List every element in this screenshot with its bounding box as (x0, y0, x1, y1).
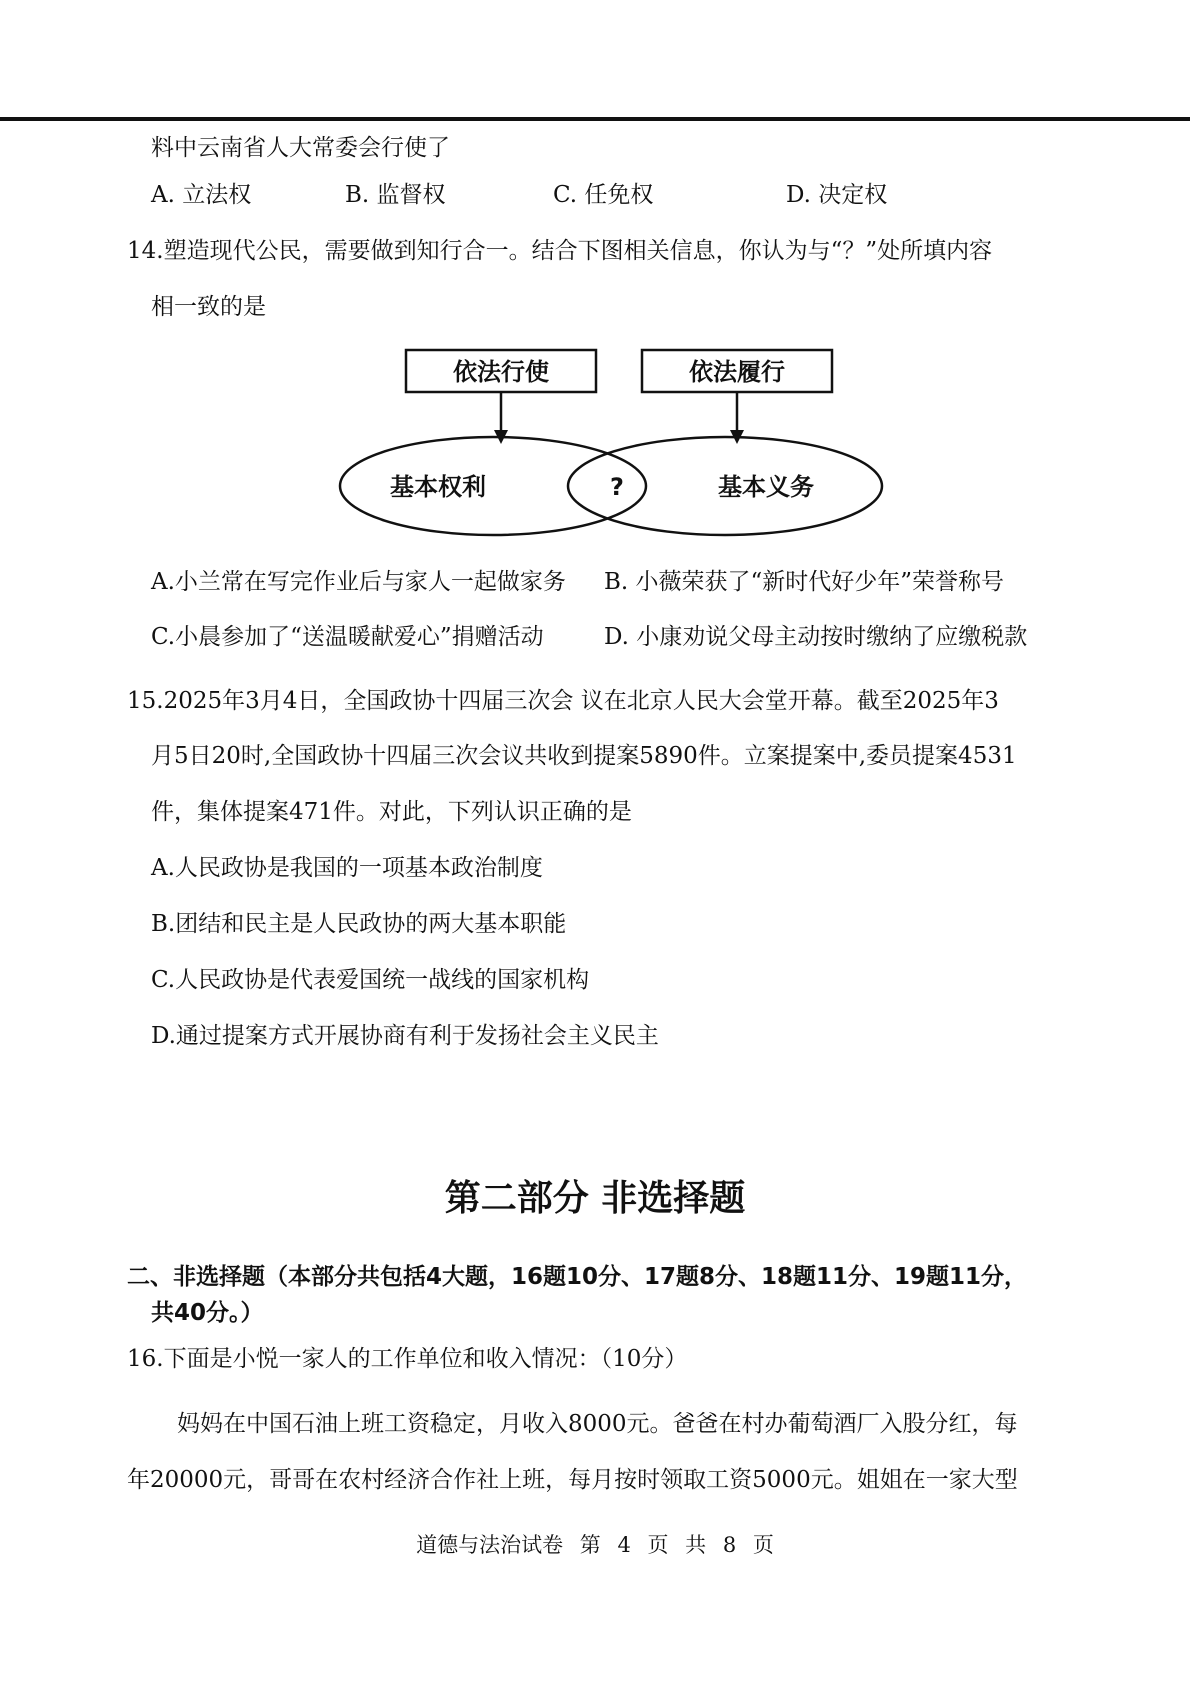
box-right-label: 依法履行 (689, 358, 785, 386)
q15-stem-line1: 15.2025年3月4日，全国政协十四届三次会 议在北京人民大会堂开幕。截至2025年3 (127, 688, 999, 714)
intersection-label: ? (610, 473, 624, 501)
q15-stem-line3: 件，集体提案471件。对此，下列认识正确的是 (151, 799, 632, 825)
q14-stem-line2: 相一致的是 (151, 294, 266, 320)
q15-option-c: C.人民政协是代表爱国统一战线的国家机构 (151, 967, 590, 993)
q15-stem-line2: 月5日20时,全国政协十四届三次会议共收到提案5890件。立案提案中,委员提案4531 (151, 743, 1017, 769)
q15-option-b: B.团结和民主是人民政协的两大基本职能 (151, 911, 567, 937)
q13-option-a: A. 立法权 (151, 182, 252, 208)
section-two-heading-line2: 共40分。） (151, 1300, 264, 1326)
q14-stem-line1: 14.塑造现代公民，需要做到知行合一。结合下图相关信息，你认为与“？”处所填内容 (127, 238, 993, 264)
rights-duties-venn-diagram (330, 340, 890, 540)
q14-option-a: A.小兰常在写完作业后与家人一起做家务 (151, 569, 566, 595)
q14-option-d: D. 小康劝说父母主动按时缴纳了应缴税款 (604, 624, 1028, 650)
q16-paragraph-line1: 妈妈在中国石油上班工资稳定，月收入8000元。爸爸在村办葡萄酒厂入股分红，每 (177, 1411, 1018, 1437)
ellipse-right-label: 基本义务 (718, 473, 814, 501)
page-footer: 道德与法治试卷 第 4 页 共 8 页 (416, 1533, 774, 1557)
q14-option-b: B. 小薇荣获了“新时代好少年”荣誉称号 (604, 569, 1005, 595)
q16-paragraph-line2: 年20000元，哥哥在农村经济合作社上班，每月按时领取工资5000元。姐姐在一家大型 (127, 1467, 1018, 1493)
section-two-heading-line1: 二、非选择题（本部分共包括4大题，16题10分、17题8分、18题11分、19题11分， (127, 1264, 1028, 1290)
q15-option-d: D.通过提案方式开展协商有利于发扬社会主义民主 (151, 1023, 659, 1049)
ellipse-rights (340, 437, 646, 535)
q14-option-c: C.小晨参加了“送温暖献爱心”捐赠活动 (151, 624, 544, 650)
part-two-title: 第二部分 非选择题 (444, 1178, 746, 1219)
ellipse-left-label: 基本权利 (390, 473, 486, 501)
header-rule (0, 117, 1190, 121)
q15-option-a: A.人民政协是我国的一项基本政治制度 (151, 855, 543, 881)
q13-option-c: C. 任免权 (553, 182, 654, 208)
q13-option-b: B. 监督权 (345, 182, 446, 208)
box-left-label: 依法行使 (453, 358, 549, 386)
q13-stem-tail: 料中云南省人大常委会行使了 (151, 135, 450, 161)
q16-stem: 16.下面是小悦一家人的工作单位和收入情况：（10分） (127, 1346, 688, 1372)
q13-option-d: D. 决定权 (786, 182, 888, 208)
